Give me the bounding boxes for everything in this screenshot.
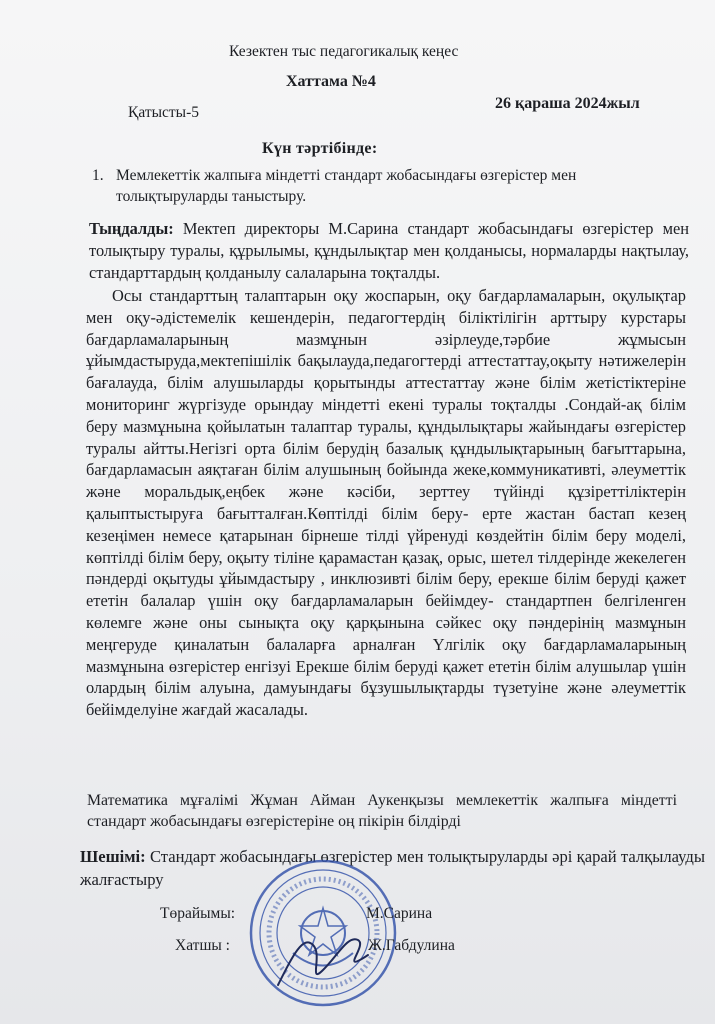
agenda-item-text: Мемлекеттік жалпыға міндетті стандарт жобасындағы өзгерістер мен толықтыруларды таныстыру. [116, 167, 577, 205]
protocol-number: Хаттама №4 [286, 73, 376, 90]
secretary-name: Ж.Габдулина [368, 937, 455, 954]
math-teacher-paragraph: Математика мұғалімі Жұман Айман Аукенқызы мемлекеттік жалпыға міндетті стандарт жобасындағы өзгерістеріне оң пікірін білдірді [87, 792, 677, 830]
body-paragraph [86, 285, 686, 721]
decision-text: Стандарт жобасындағы өзгерістер мен толықтыруларды әрі қарай талқылауды жалғастыру [80, 847, 705, 889]
agenda-item-number: 1. [92, 167, 104, 184]
listened-label: Тыңдалды: [89, 219, 174, 238]
secretary-label: Хатшы : [175, 937, 230, 954]
decision-label: Шешімі: [80, 847, 146, 866]
agenda-heading: Күн тәртібінде: [262, 140, 378, 157]
document-title: Кезектен тыс педагогикалық кеңес [229, 43, 459, 60]
chair-name: М.Сарина [366, 905, 433, 922]
body-paragraph-text: Осы стандарттың талаптарын оқу жоспарын, оқу бағдарламаларын, оқулықтар мен оқу-әдістемелік кешендерін, педагогтердің біліктілігін арттыру курстары бағдарламаларының мазмұнын әзірлеуде,тәрбие жұмысын ұйымдастыруда,мектепішілік бақылауда,педагогтерді аттестаттау,оқыту нәтижелерін бағалауда, білім алушыларды қорытынды аттестаттау және білім жетістіктеріне мониторинг жүргізуде орындау міндетті екені туралы тоқталды .Сондай-ақ білім беру мазмұнына қойылатын талаптар туралы, құндылықтары жайындағы өзгерістер туралы айтты.Негізгі орта білім берудің базалық құндылықтарының бағыттарына, бағдарламасын аяқтаған білім алушының бойында жеке,коммуникативті, әлеуметтік және моральдық,еңбек және кәсіби, зерттеу түйінді құзіреттіліктерін қалыптыстыруға бағытталған.Көптілді білім беру- ерте жастан бастап кезең кезеңімен немесе қатарынан бірнеше тілді үйренуді көздейтін білім беру моделі, көптілді білім беру, оқыту тіліне қарамастан қазақ, орыс, шетел тілдерінде жекелеген пәндерді оқытуды ұйымдастыру , инклюзивті білім беру, ерекше білім беруді қажет ететін балалар үшін оқу бағдарламаларын бейімдеу- стандартпен белгіленген көлемге және оны сынықта оқу қарқынына сәйкес оқу пәндерінің мазмұнын меңгеруде қиналатын балаларға арналған Үлгілік оқу бағдарламаларының мазмұнына өзгерістер енгізуі Ерекше білім беруді қажет ететін білім алушылар үшін олардың білім алуына, дамуындағы бұзушылықтарды түзетуіне және әлеуметтік бейімделуіне жағдай жасалады. [86, 286, 686, 720]
chair-label: Төрайымы: [160, 905, 236, 922]
listened-text: Мектеп директоры М.Сарина стандарт жобасындағы өзгерістер мен толықтыру туралы, құрылымы, құндылықтар мен қолданысы, нормаларды нақтылау, стандарттардың қолданылу салаларына тоқталды. [89, 219, 689, 282]
handwritten-signature [268, 915, 378, 995]
attendance-count: Қатысты-5 [128, 104, 199, 121]
listened-paragraph [89, 218, 689, 283]
meeting-date: 26 қараша 2024жыл [495, 95, 640, 112]
